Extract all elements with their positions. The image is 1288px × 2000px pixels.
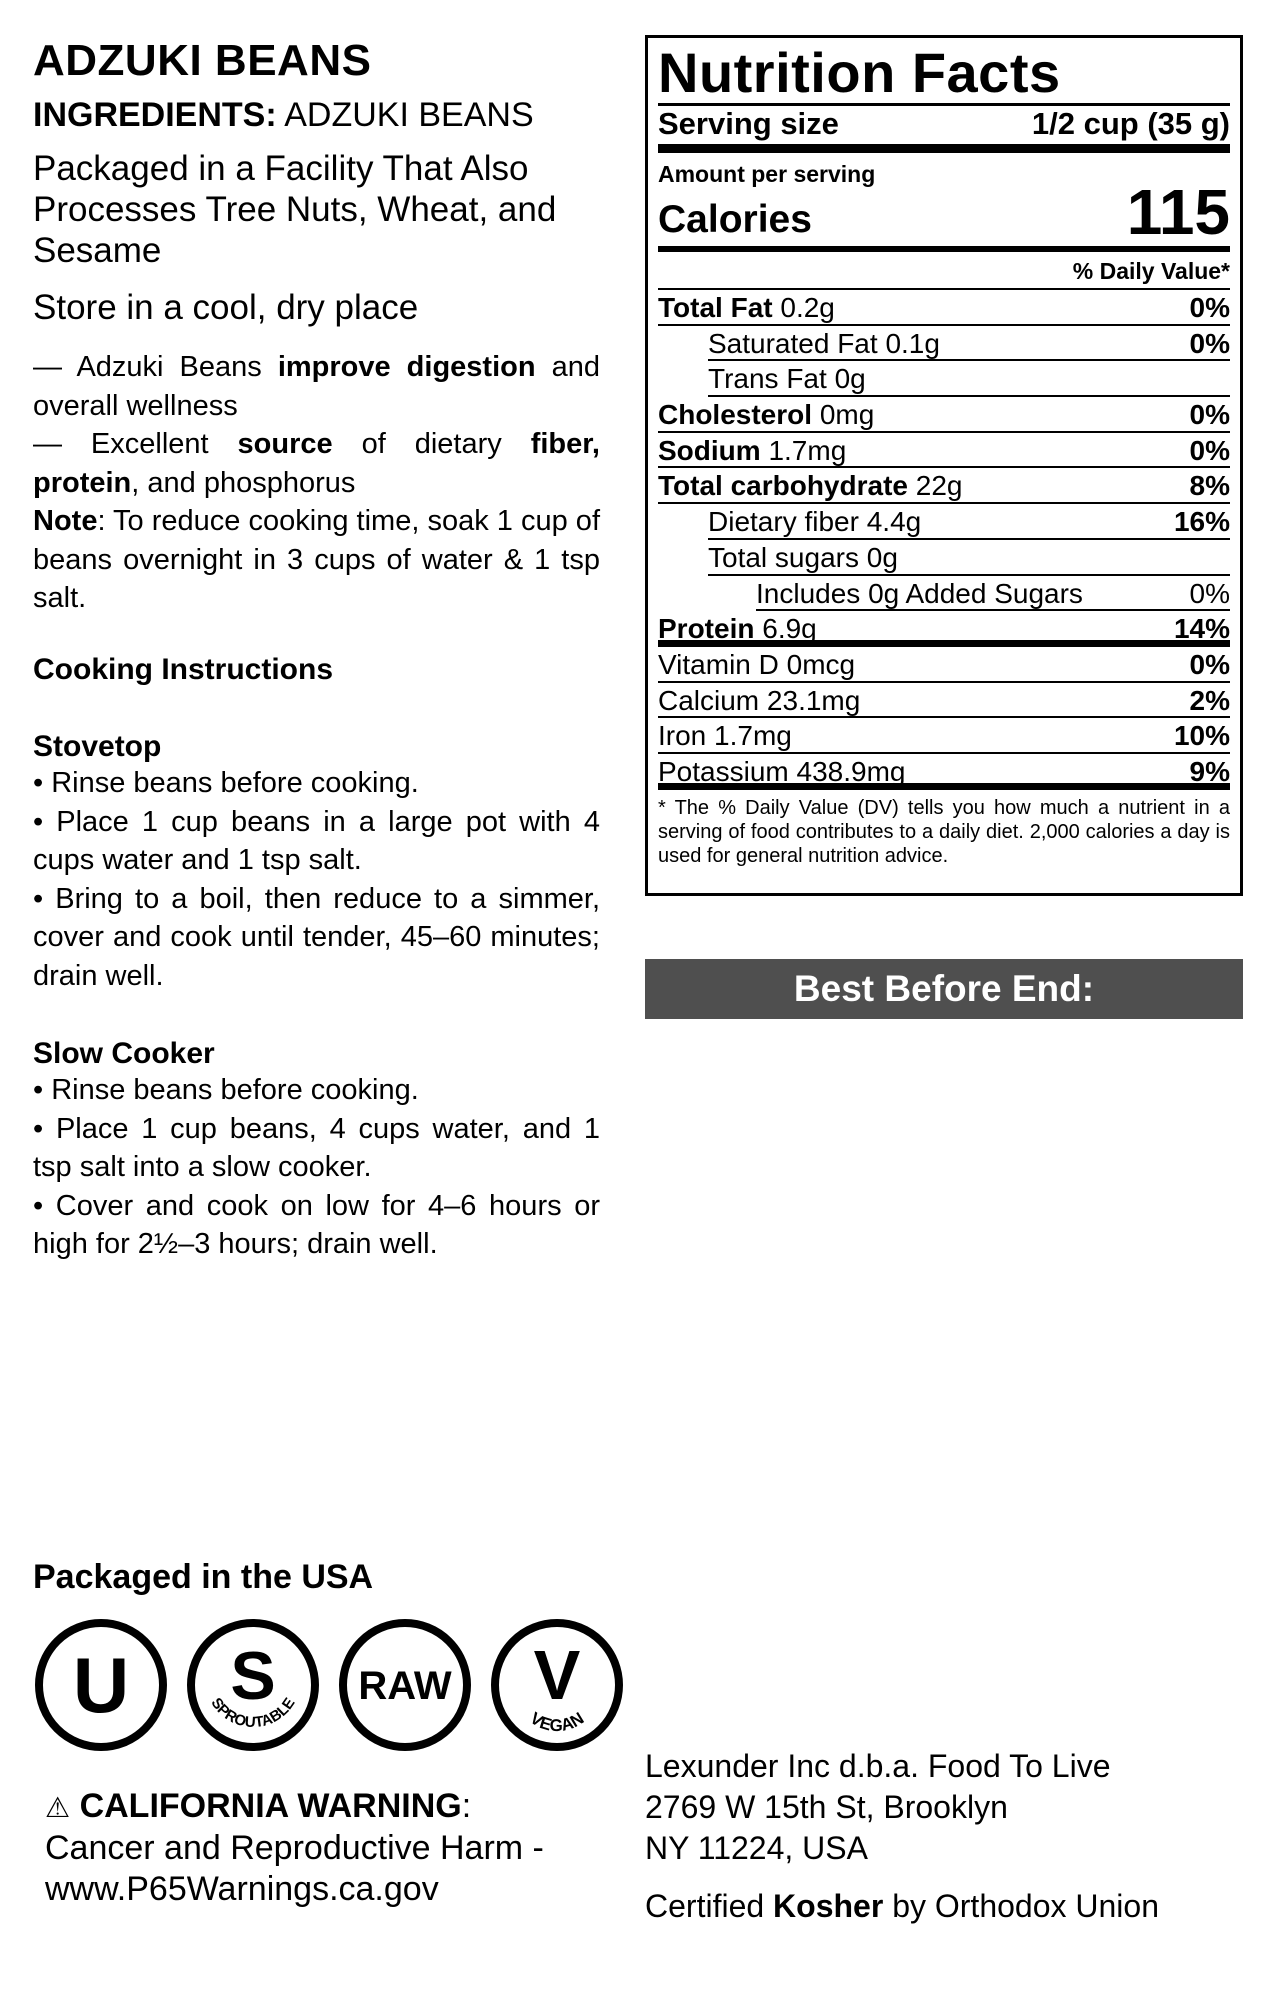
nutrient-label <box>658 683 860 717</box>
product-notes <box>33 348 600 618</box>
note-soak: Note: To reduce cooking time, soak 1 cup of beans overnight in 3 cups of water & 1 tsp salt. <box>33 505 600 614</box>
nutrient-daily-value: 10% <box>1173 720 1230 752</box>
nutrient-row <box>658 468 1230 504</box>
step: • Rinse beans before cooking. <box>33 767 419 799</box>
ingredients <box>33 96 600 135</box>
sproutable-logo <box>185 1617 321 1753</box>
product-title: ADZUKI BEANS <box>33 36 372 85</box>
nutrient-label <box>658 290 835 324</box>
nutrient-amount: 1.7mg <box>768 434 847 466</box>
stovetop-section <box>33 730 600 995</box>
nutrient-amount: 438.9mg <box>796 755 906 787</box>
svg-text:RAW: RAW <box>358 1664 452 1708</box>
nutrient-daily-value: 2% <box>1189 684 1230 716</box>
warning-title: CALIFORNIA WARNING <box>79 1787 462 1825</box>
nutrient-amount: 4.4g <box>866 506 922 538</box>
nutrient-name: Trans Fat <box>708 363 827 395</box>
step: • Rinse beans before cooking. <box>33 1074 419 1106</box>
slow-cooker-section <box>33 1037 600 1264</box>
nutrient-daily-value: 16% <box>1173 506 1230 538</box>
nutrient-amount: 0.1g <box>885 327 940 359</box>
stovetop-title: Stovetop <box>33 730 162 763</box>
nutrient-row <box>708 504 1230 540</box>
storage-instructions: Store in a cool, dry place <box>33 288 419 327</box>
ingredients-value: ADZUKI BEANS <box>276 96 534 134</box>
warning-icon: ⚠ <box>45 1792 71 1823</box>
note-digestion: — Adzuki Beans improve digestion and overall wellness <box>33 351 600 422</box>
certification-logos <box>33 1617 625 1753</box>
nutrient-label <box>658 433 846 467</box>
nutrient-row <box>658 397 1230 433</box>
nutrient-label <box>658 611 817 645</box>
nutrient-name: Iron <box>658 720 707 752</box>
svg-text:VEGAN: VEGAN <box>526 1708 588 1736</box>
vegan-logo <box>489 1617 625 1753</box>
nutrient-row <box>658 611 1230 647</box>
manufacturer-address: Lexunder Inc d.b.a. Food To Live 2769 W 15th St, Brooklyn NY 11224, USA <box>645 1748 1111 1866</box>
nutrient-row <box>708 326 1230 362</box>
nutrient-amount: 0g <box>834 363 866 395</box>
nutrient-amount: 23.1mg <box>766 684 861 716</box>
nutrient-name: Dietary fiber <box>708 506 859 538</box>
nutrition-title: Nutrition Facts <box>658 44 1230 106</box>
nutrition-facts-panel <box>645 35 1243 896</box>
california-warning: ⚠ CALIFORNIA WARNING: Cancer and Reproductive Harm - www.P65Warnings.ca.gov <box>45 1787 544 1908</box>
nutrient-row <box>658 754 1230 790</box>
nutrient-name: Total carbohydrate <box>658 470 908 502</box>
cooking-heading: Cooking Instructions <box>33 653 333 686</box>
nutrient-daily-value: 0% <box>1189 292 1230 323</box>
best-before-bar: Best Before End: <box>645 959 1243 1019</box>
nutrient-label <box>708 540 898 574</box>
nutrient-row <box>658 433 1230 469</box>
kosher-certification: Certified Kosher by Orthodox Union <box>645 1888 1159 1924</box>
note-fiber: — Excellent source of dietary fiber, protein, and phosphorus <box>33 428 600 499</box>
calories-row: Calories 115 <box>658 188 1230 252</box>
svg-text:SPROUTABLE: SPROUTABLE <box>207 1694 299 1732</box>
nutrient-amount: 0.2g <box>780 292 835 323</box>
nutrient-name: Vitamin D <box>658 648 779 680</box>
nutrient-amount: 22g <box>915 470 963 502</box>
nutrient-row <box>708 361 1230 397</box>
slow-cooker-title: Slow Cooker <box>33 1037 215 1070</box>
nutrient-label <box>658 647 855 681</box>
nutrient-label <box>658 397 874 431</box>
nutrient-daily-value: 8% <box>1189 470 1230 502</box>
nutrient-daily-value: 9% <box>1189 755 1230 787</box>
svg-text:V: V <box>533 1636 581 1714</box>
packaged-in-usa: Packaged in the USA <box>33 1558 374 1596</box>
step: • Cover and cook on low for 4–6 hours or high for 2½–3 hours; drain well. <box>33 1189 600 1260</box>
nutrient-row <box>658 683 1230 719</box>
kosher-u-logo <box>33 1617 169 1753</box>
nutrient-name: Protein <box>658 613 755 645</box>
nutrient-label <box>658 754 906 787</box>
nutrient-row <box>708 540 1230 576</box>
svg-text:S: S <box>230 1638 276 1714</box>
nutrient-name: Total Fat <box>658 292 773 323</box>
nutrient-name: Sodium <box>658 434 761 466</box>
nutrient-label <box>708 504 921 538</box>
slow-cooker-steps <box>33 1071 600 1264</box>
nutrient-row <box>658 718 1230 754</box>
nutrient-daily-value: 0% <box>1189 648 1230 680</box>
nutrient-label <box>708 326 940 360</box>
stovetop-steps <box>33 764 600 995</box>
nutrient-daily-value: 14% <box>1173 613 1230 645</box>
nutrient-daily-value: 0% <box>1189 577 1230 609</box>
nutrient-amount: 0mcg <box>786 648 856 680</box>
nutrient-row <box>658 647 1230 683</box>
nutrient-name: Calcium <box>658 684 760 716</box>
nutrient-daily-value: 0% <box>1189 327 1230 359</box>
nutrient-row <box>756 576 1230 612</box>
nutrient-name: Saturated Fat <box>708 327 878 359</box>
step: • Bring to a boil, then reduce to a simmer, cover and cook until tender, 45–60 minutes; drain well. <box>33 882 600 992</box>
nutrient-name: Total sugars <box>708 541 859 573</box>
nutrient-daily-value: 0% <box>1189 399 1230 431</box>
warning-text: Cancer and Reproductive Harm - www.P65Warnings.ca.gov <box>45 1829 544 1908</box>
daily-value-header: % Daily Value* <box>658 252 1230 290</box>
step: • Place 1 cup beans in a large pot with 4 cups water and 1 tsp salt. <box>33 805 600 876</box>
nutrient-amount: 0mg <box>819 399 875 431</box>
nutrition-footnote: * The % Daily Value (DV) tells you how much a nutrient in a serving of food contributes to a daily diet. 2,000 calories a day is used for general nutrition advice. <box>658 796 1230 867</box>
step: • Place 1 cup beans, 4 cups water, and 1 tsp salt into a slow cooker. <box>33 1112 600 1183</box>
nutrient-name: Potassium <box>658 755 789 787</box>
nutrient-name: Cholesterol <box>658 399 813 431</box>
nutrient-name: Includes 0g Added Sugars <box>756 577 1083 609</box>
nutrient-label <box>658 468 962 502</box>
svg-text:U: U <box>72 1641 130 1729</box>
nutrient-label <box>708 361 866 395</box>
nutrient-amount: 1.7mg <box>714 720 792 752</box>
nutrient-daily-value: 0% <box>1189 434 1230 466</box>
nutrient-row <box>658 290 1230 326</box>
amount-per-serving: Amount per serving <box>658 161 876 187</box>
raw-logo <box>337 1617 473 1753</box>
nutrient-amount: 6.9g <box>762 613 817 645</box>
serving-size: Serving size 1/2 cup (35 g) <box>658 106 1230 153</box>
nutrient-label <box>658 718 792 752</box>
nutrient-amount: 0g <box>866 541 898 573</box>
allergen-statement: Packaged in a Facility That Also Processes Tree Nuts, Wheat, and Sesame <box>33 149 557 270</box>
nutrient-label <box>756 576 1083 610</box>
ingredients-label: INGREDIENTS: <box>33 96 277 134</box>
